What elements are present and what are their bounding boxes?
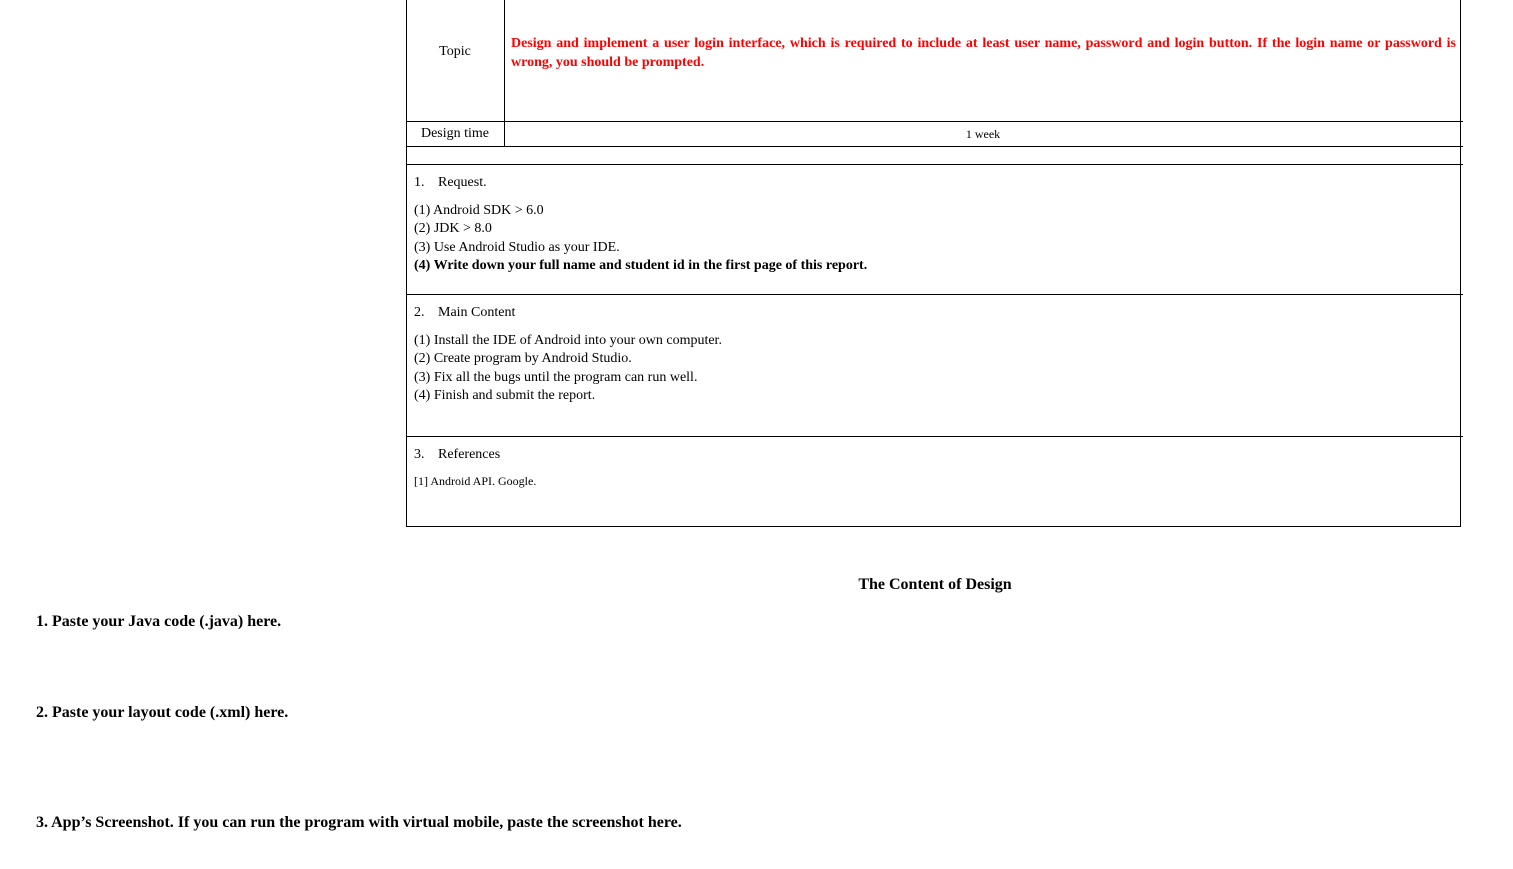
section-title: Main Content <box>438 305 516 320</box>
section-number: 2. <box>414 305 425 320</box>
list-item: (3) Use Android Studio as your IDE. <box>414 239 620 255</box>
section-heading <box>414 174 1454 192</box>
section-title: Request. <box>438 175 487 190</box>
section-request <box>414 174 1454 275</box>
table-row-divider <box>406 146 1463 147</box>
list-item: (4) Finish and submit the report. <box>414 387 596 403</box>
section-number: 1. <box>414 175 425 190</box>
table-row-divider <box>406 164 1463 165</box>
list-item: (1) Install the IDE of Android into your own computer. <box>414 333 722 348</box>
question-app-screenshot: 3. App’s Screenshot. If you can run the program with virtual mobile, paste the screenshot here. <box>36 814 682 831</box>
list-item: (4) Write down your full name and student id in the first page of this report. <box>414 257 868 273</box>
design-time-value: 1 week <box>965 127 1001 141</box>
list-item: (3) Fix all the bugs until the program can run well. <box>414 369 698 385</box>
topic-text: Design and implement a user login interface, which is required to include at least user name, password and login button. If the login name or password is wrong, you should be prompted. <box>511 36 1456 70</box>
section-list <box>414 332 1454 405</box>
question-layout-code: 2. Paste your layout code (.xml) here. <box>36 704 289 721</box>
section-number: 3. <box>414 447 425 462</box>
question-java-code: 1. Paste your Java code (.java) here. <box>36 613 282 630</box>
topic-label: Topic <box>439 44 471 59</box>
table-row-divider <box>406 121 1463 122</box>
design-time-label: Design time <box>420 126 490 141</box>
list-item: (1) Android SDK > 6.0 <box>414 203 544 218</box>
section-heading <box>414 304 1454 322</box>
table-column-divider <box>504 0 505 146</box>
table-row-divider <box>406 294 1463 295</box>
section-title: References <box>438 447 501 462</box>
section-references <box>414 446 1454 489</box>
section-heading <box>414 446 1454 464</box>
table-row-divider <box>406 436 1463 437</box>
section-list <box>414 202 1454 275</box>
list-item: (2) Create program by Android Studio. <box>414 351 632 367</box>
list-item: (2) JDK > 8.0 <box>414 221 492 237</box>
section-main-content <box>414 304 1454 405</box>
reference-item: [1] Android API. Google. <box>414 474 537 488</box>
content-title: The Content of Design <box>858 576 1012 593</box>
